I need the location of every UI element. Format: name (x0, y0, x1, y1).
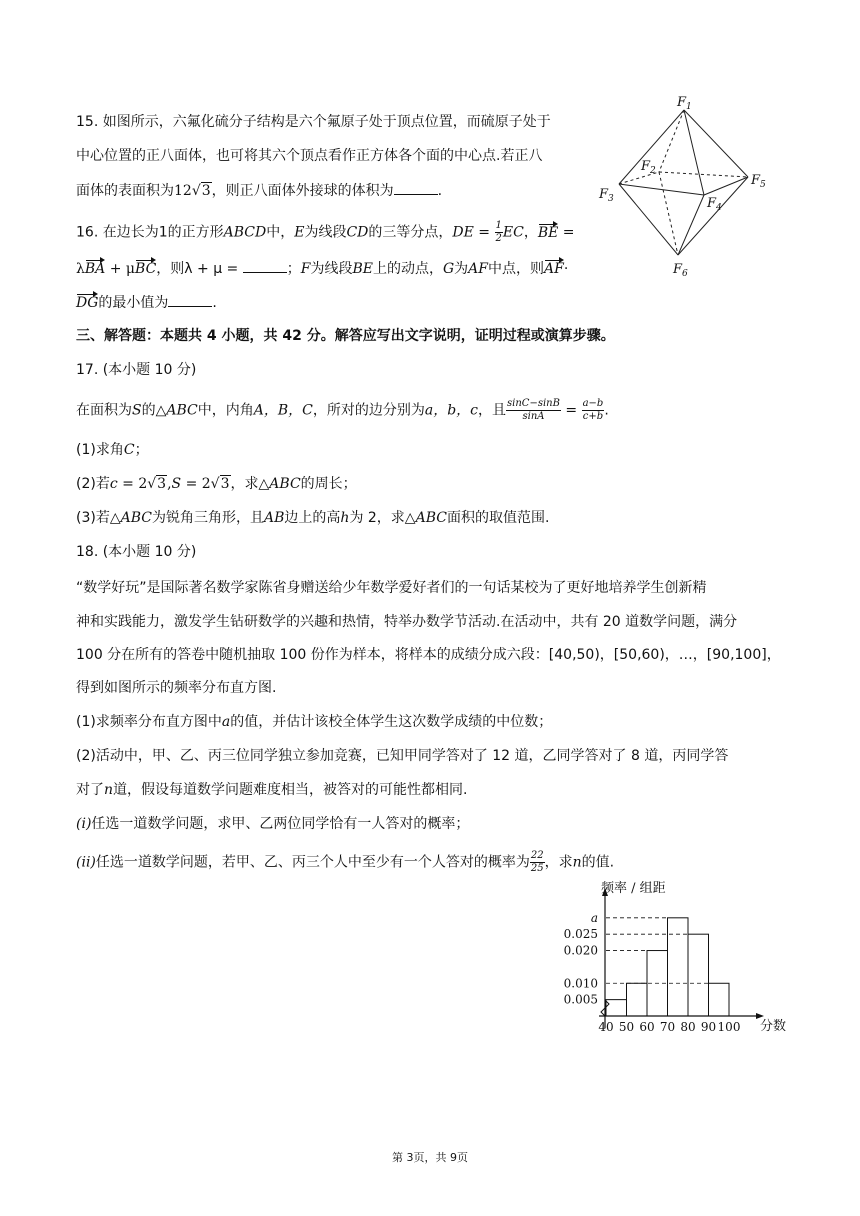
y-tick-label-1: 0.025 (563, 927, 598, 942)
vertex-label-f3: $F_3$ (599, 187, 614, 204)
histogram-bar-4 (688, 934, 709, 1016)
y-tick-label-2: 0.020 (563, 943, 598, 958)
page-footer: 第 3页，共 9页 (392, 1151, 468, 1164)
edge (619, 184, 678, 255)
edge (619, 184, 704, 195)
q15-line-3: 面体的表面积为12√3，则正八面体外接球的体积为 . (76, 180, 442, 201)
octahedron-figure (595, 92, 775, 282)
frequency-histogram (553, 878, 793, 1040)
x-tick-label-6: 100 (717, 1020, 741, 1034)
histogram-axes (599, 888, 764, 1028)
q18-part-2-line-1: (2)活动中，甲、乙、丙三位同学独立参加竞赛，已知甲同学答对了 12 道，乙同学答对了 8 道，丙同学答 (76, 748, 729, 764)
section-3-heading: 三、解答题：本题共 4 小题，共 42 分。解答应写出文字说明，证明过程或演算步骤。 (76, 328, 615, 344)
edge (684, 110, 748, 177)
vertex-label-f1: $F_1$ (677, 95, 692, 112)
f3-subscript: 3 (608, 194, 614, 204)
vertex-label-f5: $F_5$ (751, 173, 766, 190)
vertex-label-f6: $F_6$ (673, 262, 688, 279)
q18-text-1: “数学好玩”是国际著名数学家陈省身赠送给少年数学爱好者们的一句话某校为了更好地培养学生创新精 (76, 580, 707, 596)
x-axis-title: 分数 (760, 1019, 787, 1034)
edge (678, 195, 704, 255)
histogram-bars (606, 918, 729, 1016)
x-tick-label-5: 90 (700, 1020, 717, 1034)
q17-sine-ratio: $\frac{\sin C-\sin B}{\sin A}$ (507, 398, 560, 422)
f6-subscript: 6 (682, 269, 688, 279)
q16-answer-blank-1[interactable] (243, 258, 287, 273)
vertex-label-f2: $F_2$ (641, 159, 656, 176)
x-tick-label-0: 40 (598, 1020, 614, 1034)
edge (678, 177, 748, 255)
q16-answer-blank-2[interactable] (168, 292, 212, 307)
q18-part-2-line-2: 对了n道，假设每道数学问题难度相当，被答对的可能性都相同. (76, 782, 468, 798)
x-tick-labels (598, 1020, 740, 1034)
x-tick-label-4: 80 (680, 1020, 696, 1034)
q18-probability-fraction: $\frac{22}{25}$ (530, 850, 544, 874)
f2-subscript: 2 (650, 166, 656, 176)
y-axis-title: 频率 / 组距 (601, 881, 666, 896)
q15-line-1: 15. 如图所示，六氟化硫分子结构是六个氟原子处于顶点位置，而硫原子处于 (76, 114, 551, 130)
q18-text-3: 100 分在所有的答卷中随机抽取 100 份作为样本，将样本的成绩分成六段：[40,50)，[50,60)，…，[90,100]， (76, 647, 781, 663)
q15-answer-blank[interactable] (394, 180, 438, 195)
q17-part-3: (3)若△ABC为锐角三角形，且AB边上的高h为 2，求△ABC面积的取值范围. (76, 510, 550, 526)
histogram-bar-5 (709, 983, 730, 1016)
q16-line-3: DG的最小值为 . (76, 292, 217, 313)
y-tick-label-0: a (590, 910, 598, 925)
x-tick-label-1: 50 (618, 1020, 635, 1034)
q17-stem: 在面积为S的△ABC中，内角A，B，C，所对的边分别为a，b，c，且 $\frac{\sin C-\sin B}{\sin A}$ = $\frac{a-b}{c+b}$ . (76, 398, 609, 422)
q16-line-1: 16. 在边长为1的正方形ABCD中，E为线段CD的三等分点，DE = $\frac{1}{2}$ EC，BE = (76, 220, 575, 244)
q17-part-1: (1)求角C； (76, 442, 149, 458)
q16-line-2: λBA + μBC，则λ + μ = ；F为线段BE上的动点，G为AF中点，则AF· (76, 258, 568, 279)
edge (659, 110, 684, 172)
q18-text-4: 得到如图所示的频率分布直方图. (76, 680, 277, 696)
vertex-label-f4: $F_4$ (707, 196, 722, 213)
y-tick-labels (564, 911, 598, 1007)
x-tick-label-2: 60 (639, 1020, 655, 1034)
q17-part-2: (2)若c = 2√3,S = 2√3，求△ABC的周长； (76, 476, 357, 492)
f1-subscript: 1 (686, 102, 692, 112)
histogram-bar-3 (668, 918, 689, 1016)
edge (659, 172, 678, 255)
histogram-bar-0 (606, 1000, 627, 1016)
y-tick-label-3: 0.010 (563, 976, 598, 991)
q15-line-2: 中心位置的正八面体，也可将其六个顶点看作正方体各个面的中心点.若正八 (76, 148, 543, 164)
q18-part-ii: (ii)任选一道数学问题，若甲、乙、丙三个人中至少有一个人答对的概率为 $\frac{22}{25}$ ，求n的值. (76, 850, 615, 874)
q18-heading: 18. (本小题 10 分) (76, 544, 197, 560)
histogram-bar-1 (627, 983, 648, 1016)
edge (684, 110, 704, 195)
q18-part-i: (i)任选一道数学问题，求甲、乙两位同学恰有一人答对的概率； (76, 816, 470, 832)
f4-subscript: 4 (716, 203, 722, 213)
x-tick-label-3: 70 (659, 1020, 676, 1034)
q17-heading: 17. (本小题 10 分) (76, 362, 197, 378)
y-tick-label-4: 0.005 (563, 992, 598, 1007)
q17-side-ratio: $\frac{a-b}{c+b}$ (582, 398, 604, 422)
q18-part-1: (1)求频率分布直方图中a的值，并估计该校全体学生这次数学成绩的中位数； (76, 714, 553, 730)
f5-subscript: 5 (760, 180, 766, 190)
q16-half-fraction: $\frac{1}{2}$ (495, 220, 502, 244)
edge (659, 172, 748, 177)
edge (704, 177, 748, 195)
q18-text-2: 神和实践能力，激发学生钻研数学的兴趣和热情，特举办数学节活动.在活动中，共有 20 道数学问题，满分 (76, 614, 738, 630)
